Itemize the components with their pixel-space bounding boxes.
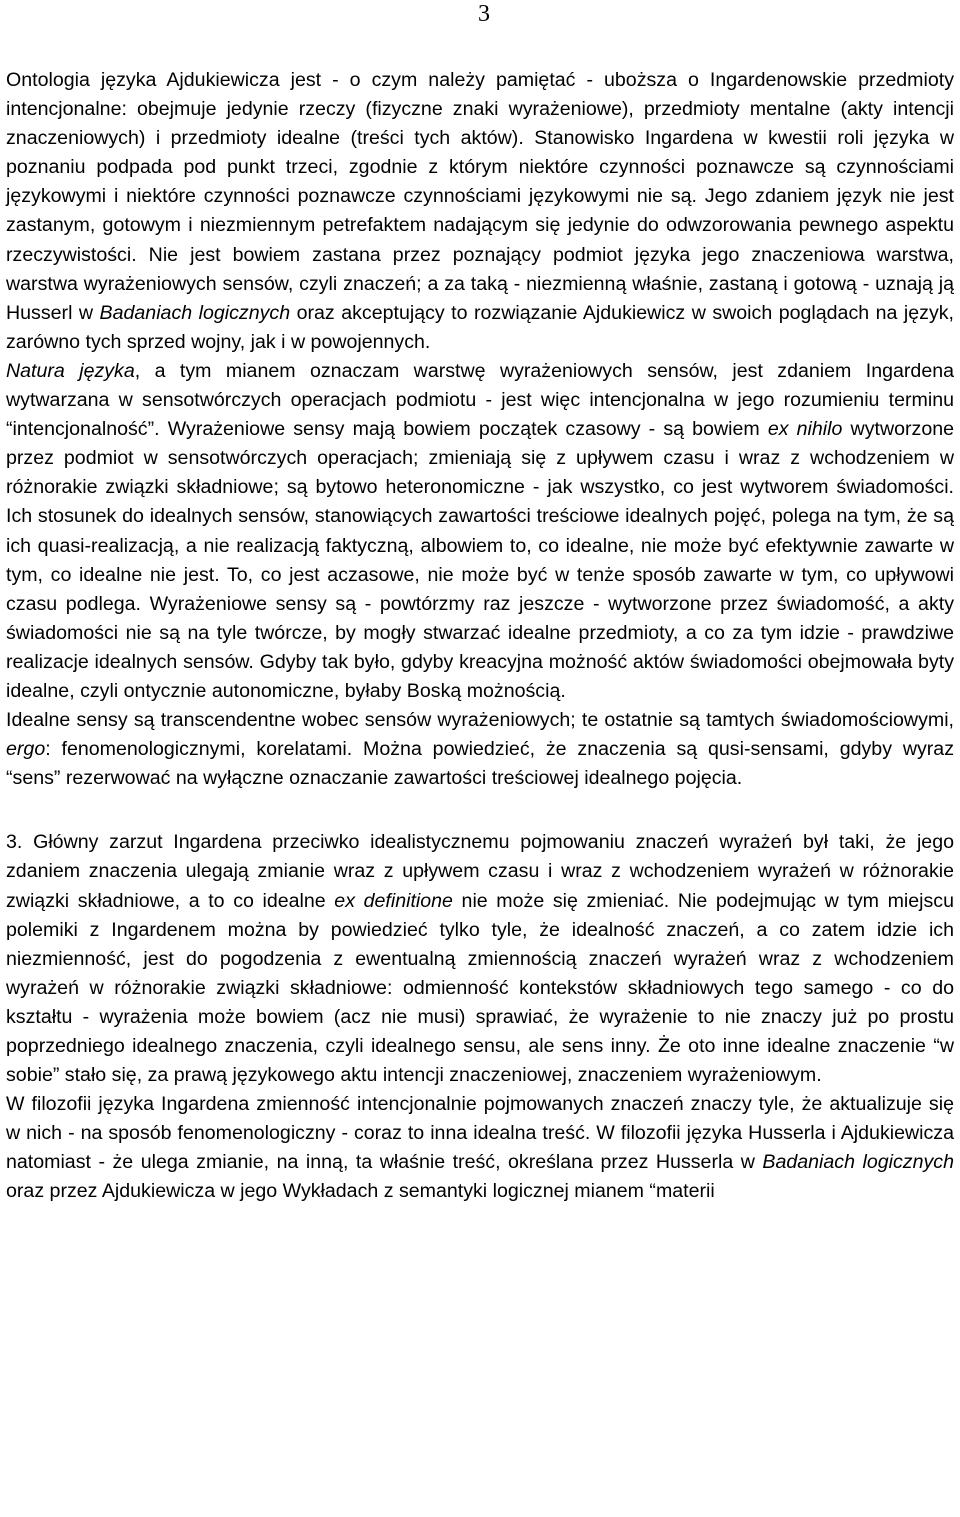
paragraph-text: Idealne sensy są transcendentne wobec sensów wyrażeniowych; te ostatnie są tamtych świadomościowymi,	[6, 709, 954, 732]
italic-word: ergo	[6, 738, 46, 761]
page-number: 3	[478, 1, 490, 27]
paragraph-idealne-sensy	[6, 706, 954, 793]
italic-phrase: ex definitione	[334, 889, 453, 912]
paragraph-text: oraz przez Ajdukiewicza w jego Wykładach z semantyki logicznej mianem “materii	[6, 1180, 715, 1203]
paragraph-text: : fenomenologicznymi, korelatami. Można powiedzieć, że znaczenia są qusi-sensami, gdyby wyraz “sens” rezerwować na wyłączne oznaczanie zawartości treściowej idealnego pojęcia.	[6, 738, 954, 790]
italic-term: Natura języka	[6, 359, 135, 382]
paragraph-text: W filozofii języka Ingardena zmienność intencjonalnie pojmowanych znaczeń znaczy tyle, że aktualizuje się w nich - na sposób fenomenologiczny - coraz to inna idealna treść. W filozofii języka Husserla i Ajdukiewicza natomiast - że ulega zmianie, na inną, ta właśnie treść, określana przez Husserla w	[6, 1093, 954, 1174]
paragraph-natura-jezyka	[6, 357, 954, 706]
paragraph-filozofia-jezyka	[6, 1090, 954, 1206]
section-gap	[6, 793, 954, 828]
italic-phrase: ex nihilo	[767, 418, 843, 441]
paragraph-text: , a tym mianem oznaczam warstwę wyrażeniowych sensów, jest zdaniem Ingardena wytwarzana w sensotwórczych operacjach podmiotu - jest więc intencjonalna w jego rozumieniu terminu “intencjonalność”. Wyrażeniowe sensy mają bowiem początek czasowy - są bowiem	[6, 359, 955, 441]
paragraph-text: Ontologia języka Ajdukiewicza jest - o czym należy pamiętać - uboższa o Ingardenowskie przedmioty intencjonalne: obejmuje jedynie rzeczy (fizyczne znaki wyrażeniowe), przedmioty mentalne (akty intencji znaczeniowych) i przedmioty idealne (treści tych aktów). Stanowisko Ingardena w kwestii roli języka w poznaniu podpada pod punkt trzeci, zgodnie z którym niektóre czynności poznawcze są czynnościami językowymi i niektóre czynności poznawcze czynnościami językowymi nie są. Jego zdaniem język nie jest zastanym, gotowym i niezmiennym petrefaktem nadającym się jedynie do odwzorowania pewnego aspektu rzeczywistości. Nie jest bowiem zastana przez poznający podmiot języka jego znaczeniowa warstwa, warstwa wyrażeniowych sensów, czyli znaczeń; a za taką - niezmienną właśnie, zastaną i gotową - uznają ją Husserl w	[6, 69, 954, 324]
paragraph-text: wytworzone przez podmiot w sensotwórczych operacjach; zmieniają się z upływem czasu i wraz z wchodzeniem w różnorakie związki składniowe; są bytowo heteronomiczne - jak wszystko, co jest wytworem świadomości. Ich stosunek do idealnych sensów, stanowiących zawartości treściowe idealnych pojęć, polega na tym, że są ich quasi-realizacją, a nie realizacją faktyczną, albowiem to, co idealne, nie może być efektywnie zawarte w tym, co idealne nie jest. To, co jest aczasowe, nie może być w tenże sposób zawarte w tym, co upływowi czasu podlega. Wyrażeniowe sensy są - powtórzmy raz jeszcze - wytworzone przez świadomość, a akty świadomości nie są na tyle twórcze, by mogły stwarzać idealne przedmioty, a co za tym idzie - prawdziwe realizacje idealnych sensów. Gdyby tak było, gdyby kreacyjna możność aktów świadomości obejmowała byty idealne, czyli ontycznie autonomiczne, byłaby Boską możnością.	[6, 418, 955, 702]
paragraph-text: oraz akceptujący to rozwiązanie Ajdukiewicz w swoich poglądach na język, zarówno tych sprzed wojny, jak i w powojennych.	[6, 301, 954, 353]
italic-title: Badaniach logicznych	[99, 301, 291, 324]
document-body	[6, 66, 954, 1207]
paragraph-text: 3. Główny zarzut Ingardena przeciwko idealistycznemu pojmowaniu znaczeń wyrażeń był taki, że jego zdaniem znaczenia ulegają zmianie wraz z upływem czasu i wraz z wchodzeniem wyrażeń w różnorakie związki składniowe, a to co idealne	[6, 831, 954, 912]
paragraph-text: nie może się zmieniać. Nie podejmując w tym miejscu polemiki z Ingardenem można by powiedzieć tylko tyle, że idealność znaczeń, a co zatem idzie ich niezmienność, jest do pogodzenia z ewentualną zmiennością znaczeń wyrażeń wraz z wchodzeniem wyrażeń w różnorakie związki składniowe: odmienność kontekstów składniowych tego samego - co do kształtu - wyrażenia może bowiem (acz nie musi) sprawiać, że wyrażenie to nie znaczy już po prostu poprzedniego idealnego znaczenia, czyli idealnego sensu, ale sens inny. Że oto inne idealne znaczenie “w sobie” stało się, za prawą językowego aktu intencji znaczeniowej, znaczeniem wyrażeniowym.	[6, 889, 954, 1087]
paragraph-ontologia	[6, 66, 954, 357]
paragraph-section-3	[6, 828, 954, 1090]
italic-title: Badaniach logicznych	[762, 1151, 954, 1174]
